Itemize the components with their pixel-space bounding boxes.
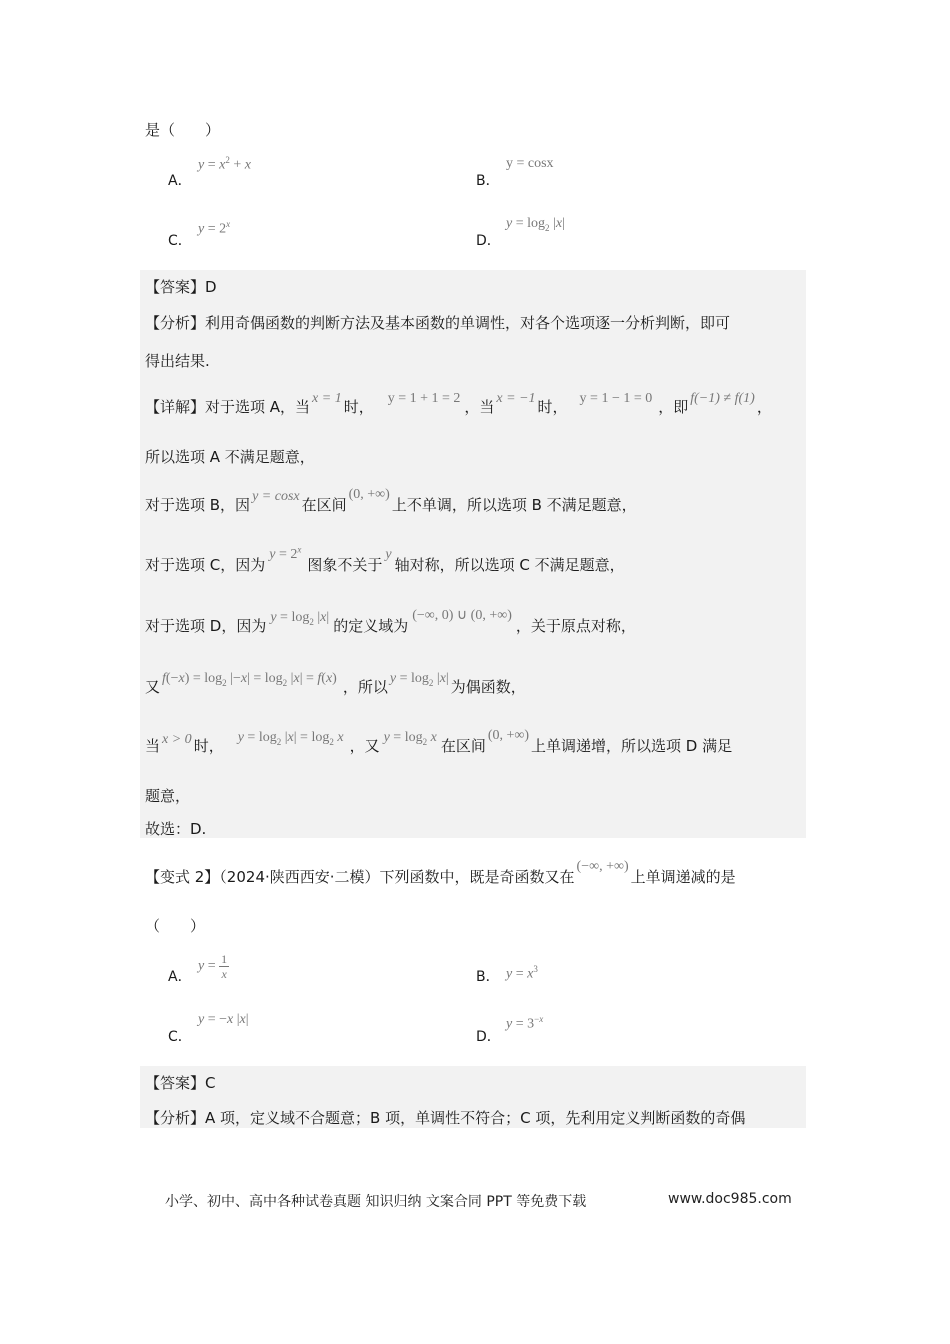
detail-line-1: 【详解】对于选项 A，当 x = 1 时， y = 1 + 1 = 2 ，当 x = −1 时， y = 1 − 1 = 0 ，即 f(−1) ≠ f(1) ， <box>145 391 772 416</box>
option-b-label: B． <box>476 173 500 189</box>
detail-line-g: 题意， <box>145 787 191 805</box>
q2-option-a-label: A． <box>168 969 192 985</box>
analysis-line-2: 得出结果. <box>145 352 210 370</box>
answer-label: 【答案】D <box>145 278 217 296</box>
q2-option-b-formula: $y = x^3$ <box>506 964 538 982</box>
answer-2-label: 【答案】C <box>145 1074 216 1092</box>
detail-line-f: 当 x > 0 时， $y = \log_2 |x| = \log_2 x$ ，又 $y = \log_2 x$ 在区间(0, +∞)上单调递增，所以选项 D 满足 <box>145 728 733 755</box>
option-c-formula: $y = 2^x$ <box>198 219 231 237</box>
option-b-formula: y = cosx <box>506 156 554 171</box>
q2-option-c-formula: y = −x |x| <box>198 1012 249 1027</box>
option-a-formula: $y = x^2 + x$ <box>198 155 251 173</box>
q2-option-c-label: C． <box>168 1029 192 1045</box>
final-choice: 故选：D. <box>145 820 207 838</box>
footer-text: 小学、初中、高中各种试卷真题 知识归纳 文案合同 PPT 等免费下载 <box>165 1194 587 1210</box>
question-2-header: 【变式 2】（2024·陕西西安·二模）下列函数中，既是奇函数又在(−∞, +∞)上单调递减的是 <box>145 859 736 886</box>
detail-line-e: 又 $f(-x) = \log_2 |-x| = \log_2 |x| = f(x)$ ，所以 $y = \log_2 |x|$ 为偶函数， <box>145 671 526 696</box>
option-d-label: D． <box>476 233 501 249</box>
q2-option-d-label: D． <box>476 1029 501 1045</box>
option-d-formula: $y = \log_2 |x|$ <box>506 216 565 233</box>
detail-line-d: 对于选项 D，因为 $y = \log_2 |x|$ 的定义域为(−∞, 0) ∪ (0, +∞)，关于原点对称， <box>145 608 636 635</box>
q2-option-b-label: B． <box>476 969 500 985</box>
detail-line-2: 所以选项 A 不满足题意， <box>145 448 315 466</box>
question-2-paren: （ ） <box>145 917 206 935</box>
footer-url[interactable]: www.doc985.com <box>668 1191 792 1207</box>
analysis-line-1: 【分析】利用奇偶函数的判断方法及基本函数的单调性，对各个选项逐一分析判断，即可 <box>145 314 731 332</box>
q2-option-a-formula: y = $\frac{1}{x}$ <box>198 952 228 981</box>
question-tail: 是（ ） <box>145 121 221 139</box>
option-c-label: C． <box>168 233 192 249</box>
q2-option-d-formula: $y = 3^{-x}$ <box>506 1014 544 1032</box>
option-a-label: A． <box>168 173 192 189</box>
detail-line-b: 对于选项 B，因 y = cosx 在区间(0, +∞)上不单调，所以选项 B 不满足题意， <box>145 487 637 514</box>
detail-line-c: 对于选项 C，因为$y = 2^x$图象不关于y轴对称，所以选项 C 不满足题意， <box>145 544 625 574</box>
analysis-2: 【分析】A 项，定义域不合题意；B 项，单调性不符合；C 项，先利用定义判断函数的奇偶 <box>145 1109 746 1127</box>
